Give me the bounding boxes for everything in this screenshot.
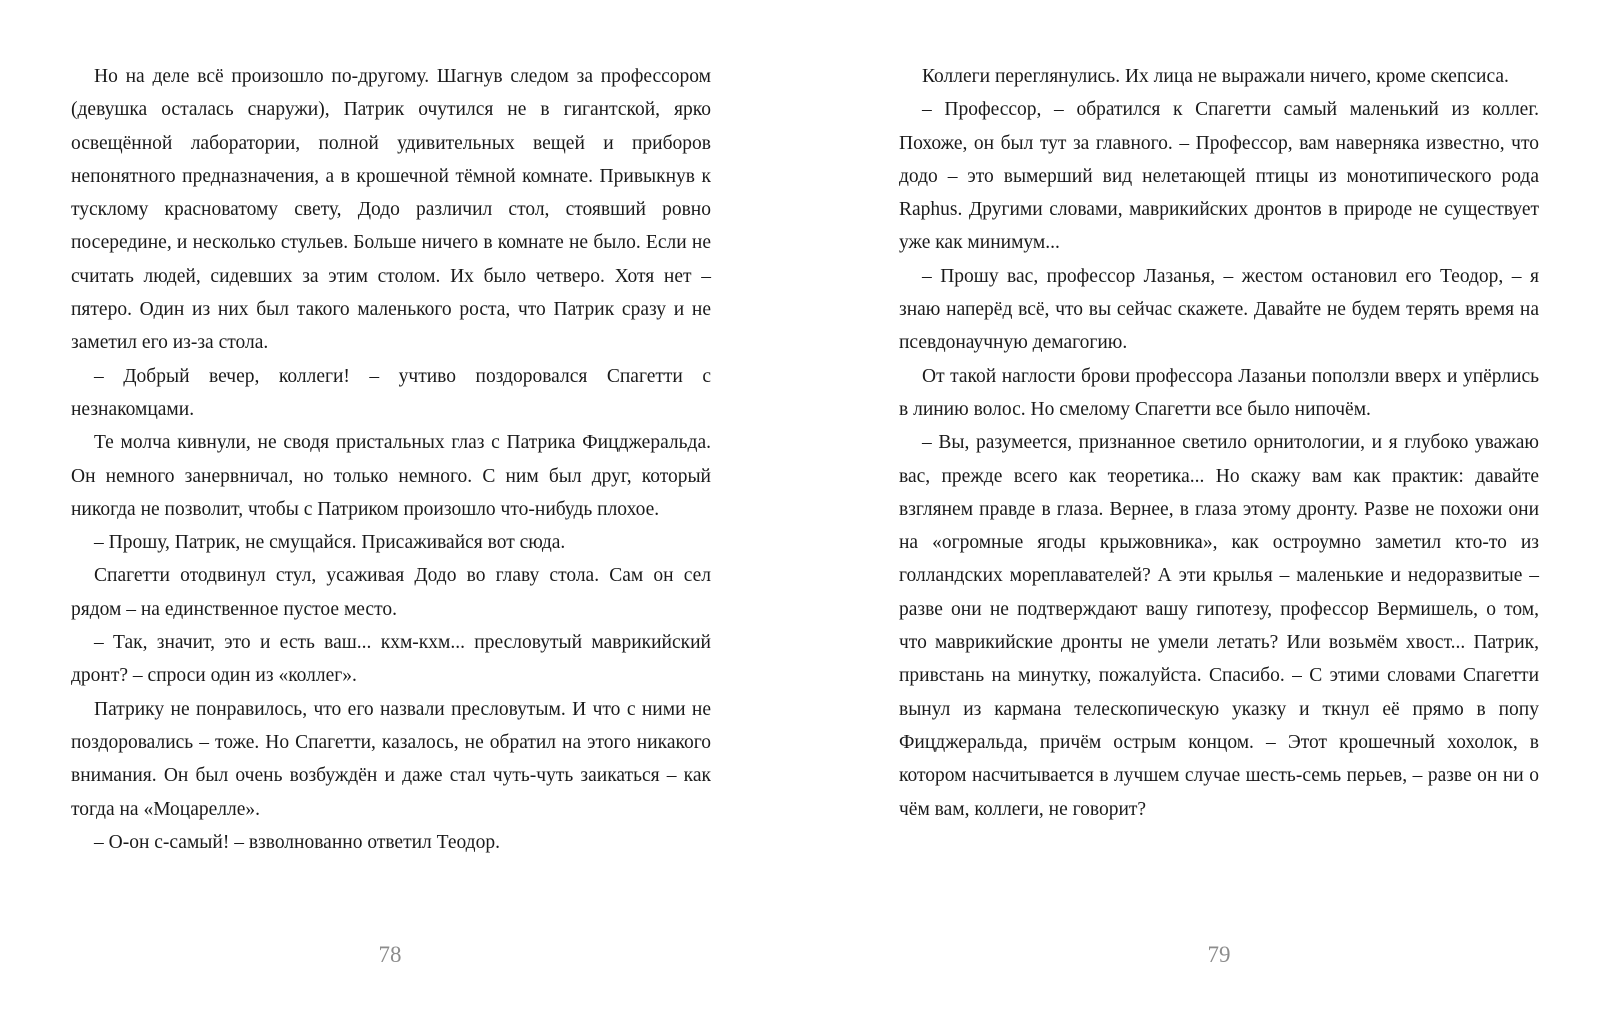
left-paragraph-4: – Прошу, Патрик, не смущайся. Присаживайся вот сюда. — [94, 532, 566, 554]
left-paragraph-7: Патрику не понравилось, что его назвали пресловутым. И что с ними не поздоровались – тоже. Но Спагетти, казалось, не обратил на этого никакого внимания. Он был очень возбуждён и даже стал чуть-чуть заикаться – как тогда на «Моцарелле». — [71, 698, 711, 820]
right-paragraph-1: Коллеги переглянулись. Их лица не выражали ничего, кроме скепсиса. — [922, 66, 1509, 87]
right-paragraph-2: – Профессор, – обратился к Спагетти самый маленький из коллег. Похоже, он был тут за главного. – Профессор, вам наверняка известно, что додо – это вымерший вид нелетающей птицы из монотипического рода Raphus. Другими словами, маврикийских дронтов в природе не существует уже как минимум... — [899, 99, 1539, 254]
left-paragraph-2: – Добрый вечер, коллеги! – учтиво поздоровался Спагетти с незнакомцами. — [71, 365, 711, 420]
left-paragraph-6: – Так, значит, это и есть ваш... кхм-кхм... пресловутый маврикийский дронт? – спроси один из «коллег». — [71, 632, 711, 687]
right-page — [899, 60, 1539, 826]
right-paragraph-3: – Прошу вас, профессор Лазанья, – жестом остановил его Теодор, – я знаю наперёд всё, что вы сейчас скажете. Давайте не будем терять время на псевдонаучную демагогию. — [899, 265, 1539, 354]
left-paragraph-1: Но на деле всё произошло по-другому. Шагнув следом за профессором (девушка осталась снаружи), Патрик очутился не в гигантской, ярко освещённой лаборатории, полной удивительных вещей и приборов непонятного предназначения, а в крошечной тёмной комнате. Привыкнув к тусклому красноватому свету, Додо различил стол, стоявший ровно посередине, и несколько стульев. Больше ничего в комнате не было. Если не считать людей, сидевших за этим столом. Их было четверо. Хотя нет – пятеро. Один из них был такого маленького роста, что Патрик сразу и не заметил его из-за стола. — [71, 66, 711, 354]
left-paragraph-8: – О-он с-самый! – взволнованно ответил Теодор. — [94, 831, 500, 853]
left-page — [71, 60, 711, 859]
right-paragraph-4: От такой наглости брови профессора Лазаньи поползли вверх и упёрлись в линию волос. Но смелому Спагетти все было нипочём. — [899, 365, 1539, 420]
left-paragraph-3: Те молча кивнули, не сводя пристальных глаз с Патрика Фицджеральда. Он немного занервничал, но только немного. С ним был друг, который никогда не позволит, чтобы с Патриком произошло что-нибудь плохое. — [71, 432, 711, 520]
page-number-left: 78 — [378, 942, 402, 967]
page-number-right: 79 — [1207, 942, 1231, 967]
right-paragraph-5: – Вы, разумеется, признанное светило орнитологии, и я глубоко уважаю вас, прежде всего как теоретика... Но скажу вам как практик: давайте взглянем правде в глаза. Вернее, в глаза этому дронту. Разве не похожи они на «огромные ягоды крыжовника», как остроумно заметил кто-то из голландских мореплавателей? А эти крылья – маленькие и недоразвитые – разве они не подтверждают вашу гипотезу, профессор Вермишель, о том, что маврикийские дронты не умели летать? Или возьмём хвост... Патрик, привстань на минутку, пожалуйста. Спасибо. – С этими словами Спагетти вынул из кармана телескопическую указку и ткнул её прямо в попу Фицджеральда, причём острым концом. – Этот крошечный хохолок, в котором насчитывается в лучшем случае шесть-семь перьев, – разве он ни о чём вам, коллеги, не говорит? — [899, 432, 1539, 820]
left-paragraph-5: Спагетти отодвинул стул, усаживая Додо во главу стола. Сам он сел рядом – на единственное пустое место. — [71, 565, 711, 620]
